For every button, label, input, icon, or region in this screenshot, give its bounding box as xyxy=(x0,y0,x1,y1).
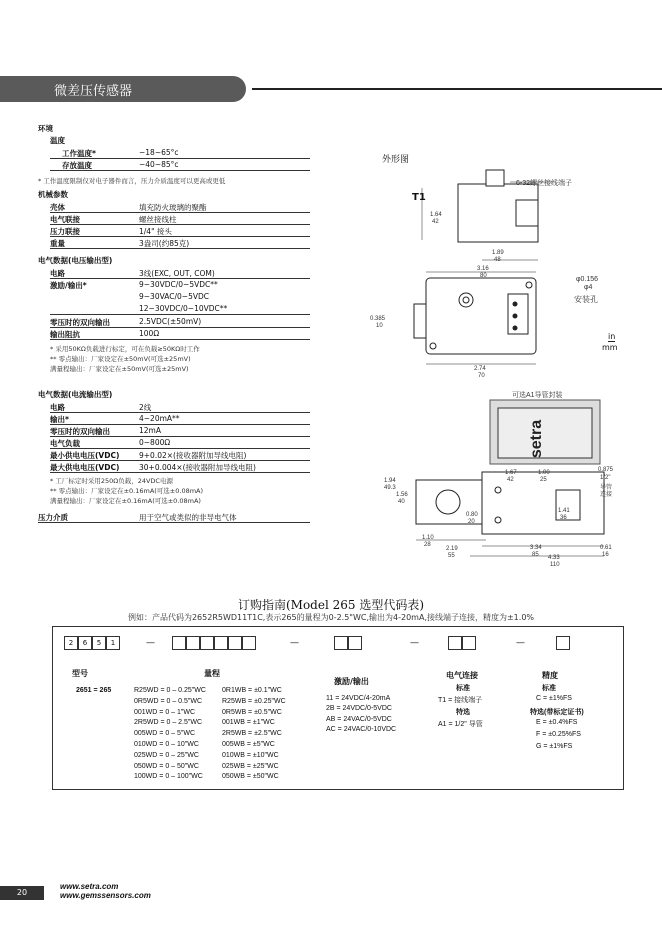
code-digit-4: 1 xyxy=(106,636,120,650)
page-number: 20 xyxy=(0,886,44,900)
list-item: 2R5WB = ±2.5"WC xyxy=(222,730,282,738)
temp-title: 温度 xyxy=(50,136,65,145)
volt-note-1: * 采用50KΩ负载进行标定，可在负载≥50KΩ时工作 xyxy=(50,345,200,353)
setra-url[interactable]: www.setra.com xyxy=(60,882,119,891)
code-separator: — xyxy=(146,638,155,648)
curr-row: 电气负载 0~800Ω xyxy=(50,438,310,449)
list-item: 11 = 24VDC/4-20mA xyxy=(326,695,391,702)
acc-standard: 标准 xyxy=(542,685,556,692)
curr-row: 电路 2线 xyxy=(50,402,310,413)
order-example: 例如：产品代码为2652R5WD11T1C,表示265的量程为0-2.5"WC,输出为4-20mA,接线端子连接，精度为±1.0% xyxy=(127,613,535,622)
dim-label: 3.16 xyxy=(477,266,489,272)
front-terminal xyxy=(508,294,528,334)
op-temp-row: 工作温度* −18~65°c xyxy=(50,148,310,159)
dim-label: 1.41 xyxy=(558,508,570,514)
pressure-port xyxy=(486,170,504,186)
list-item: R25WD = 0 – 0.25"WC xyxy=(134,687,206,694)
setra-logo: setra xyxy=(528,419,546,459)
volt-zero-row: 零压时的双向输出 2.5VDC(±50mV) xyxy=(50,317,310,328)
range-heading: 量程 xyxy=(204,669,220,678)
range-slot xyxy=(242,636,256,650)
dim-label: 1.64 xyxy=(430,212,442,218)
list-item: 025WB = ±25"WC xyxy=(222,762,279,770)
range-slot xyxy=(200,636,214,650)
conn-slot xyxy=(448,636,462,650)
list-item: 2B = 24VDC/0-5VDC xyxy=(326,705,392,713)
volt-note-2: ** 零点输出：厂家设定在±50mV(可选±25mV) xyxy=(50,355,191,363)
dim-label: 0.80 xyxy=(466,512,478,518)
curr-row: 输出* 4~20mA** xyxy=(50,414,310,425)
dim-label: 40 xyxy=(398,499,405,505)
mech-title: 机械参数 xyxy=(38,190,68,199)
dim-label: 42 xyxy=(507,477,514,483)
dim-label: 0.385 xyxy=(370,316,386,322)
volt-exc-row-3: 12−30VDC/0−10VDC** xyxy=(50,304,310,315)
a1-label: 可选A1导管封装 xyxy=(512,392,563,399)
dim-label: 2.19 xyxy=(446,546,458,552)
conn-t1: T1 = 接线端子 xyxy=(438,697,483,704)
code-separator: — xyxy=(290,638,299,648)
list-item: 010WD = 0 – 10"WC xyxy=(134,740,199,748)
dim-label: 连接 xyxy=(600,492,613,498)
dim-label: 0.875 xyxy=(598,467,614,473)
code-digit-2: 6 xyxy=(78,636,92,650)
curr-note-3: 满量程输出：厂家设定在±0.16mA(可选±0.08mA) xyxy=(50,497,201,505)
env-title: 环境 xyxy=(38,124,53,133)
hole-dia-in: φ0.156 xyxy=(576,276,599,283)
media-row: 压力介质 用于空气或类似的非导电气体 xyxy=(38,512,310,523)
acc-optional: 特选(带标定证书) xyxy=(530,709,584,716)
acc-g: G = ±1%FS xyxy=(536,743,573,750)
volt-note-3: 满量程输出：厂家设定在±50mV(可选±25mV) xyxy=(50,365,189,373)
gems-url[interactable]: www.gemssensors.com xyxy=(60,891,151,900)
conn-slot xyxy=(462,636,476,650)
volt-exc-row-2: 9−30VAC/0−5VDC xyxy=(139,292,209,301)
dim-label: 1.67 xyxy=(505,470,517,476)
unit-mm: mm xyxy=(602,343,618,352)
dim-label: 25 xyxy=(540,477,547,483)
unit-in: in xyxy=(608,332,616,341)
dim-label: 42 xyxy=(432,219,439,225)
dim-label: 1.94 xyxy=(384,478,396,484)
range-slot xyxy=(228,636,242,650)
volt-circuit-row: 电路 3线(EXC, OUT, COM) xyxy=(50,268,310,279)
dim-label: 1.00 xyxy=(538,470,550,476)
curr-row: 零压时的双向输出 12mA xyxy=(50,426,310,437)
terminal-block xyxy=(516,200,538,226)
dim-label: 10 xyxy=(376,323,383,329)
list-item: 0R1WB = ±0.1"WC xyxy=(222,687,282,694)
dim-label: 70 xyxy=(478,373,485,379)
list-item: 0R5WD = 0 – 0.5"WC xyxy=(134,697,203,705)
storage-temp-row: 存放温度 −40~85°c xyxy=(50,160,310,171)
dim-label: 85 xyxy=(532,552,539,558)
range-slot xyxy=(214,636,228,650)
dim-label: 49.3 xyxy=(384,485,396,491)
list-item: 025WD = 0 – 25"WC xyxy=(134,751,199,759)
outline-drawing xyxy=(370,160,650,580)
drawing-title: 外形图 xyxy=(382,155,410,165)
acc-e: E = ±0.4%FS xyxy=(536,719,578,726)
hole-dia-mm: φ4 xyxy=(584,284,593,291)
conn-a1: A1 = 1/2" 导管 xyxy=(438,721,483,728)
dim-label: 16 xyxy=(602,552,609,558)
code-digit-3: 5 xyxy=(92,636,106,650)
mech-row: 压力联接 1/4" 接头 xyxy=(50,226,310,237)
order-guide-title: 订购指南(Model 265 选型代码表) xyxy=(237,598,425,612)
mech-row: 电气联接 螺丝接线柱 xyxy=(50,214,310,225)
model-heading: 型号 xyxy=(72,669,88,678)
dim-label: 36 xyxy=(560,515,567,521)
header-rule xyxy=(252,88,662,90)
conn-standard: 标准 xyxy=(456,685,470,692)
list-item: 0R5WB = ±0.5"WC xyxy=(222,708,282,716)
mech-row: 壳体 填充防火玻璃的聚酯 xyxy=(50,202,310,213)
range-slot xyxy=(172,636,186,650)
dim-label: 1.89 xyxy=(492,250,504,256)
list-item: AB = 24VAC/0-5VDC xyxy=(326,715,392,723)
accuracy-heading: 精度 xyxy=(542,671,558,680)
curr-note-1: * 工厂标定时采用250Ω负载，24VDC电源 xyxy=(50,477,173,485)
range-list-d xyxy=(134,686,206,783)
list-item: 050WB = ±50"WC xyxy=(222,773,279,781)
mounting-hole-label: 安装孔 xyxy=(574,295,598,304)
dim-label: 1/2" xyxy=(600,475,611,481)
t1-label: T1 xyxy=(412,192,426,203)
excitation-heading: 激励/输出 xyxy=(334,677,369,686)
dim-label: 80 xyxy=(480,273,487,279)
list-item: 100WD = 0 – 100"WC xyxy=(134,773,203,781)
dim-label: 3.34 xyxy=(530,545,542,551)
dim-label: 55 xyxy=(448,553,455,559)
dim-label: 28 xyxy=(424,542,431,548)
volt-title: 电气数据(电压输出型) xyxy=(38,256,113,265)
list-item: 005WB = ±5"WC xyxy=(222,740,275,748)
dim-label: 48 xyxy=(494,257,501,263)
exc-slot xyxy=(348,636,362,650)
conn-optional: 特选 xyxy=(456,709,470,716)
acc-f: F = ±0.25%FS xyxy=(536,731,581,738)
list-item: 050WD = 0 – 50"WC xyxy=(134,762,199,770)
curr-title: 电气数据(电流输出型) xyxy=(38,390,113,399)
exc-slot xyxy=(334,636,348,650)
excitation-list xyxy=(326,694,396,736)
range-list-b xyxy=(222,686,286,783)
dim-label: 1.56 xyxy=(396,492,408,498)
acc-slot xyxy=(556,636,570,650)
range-slot xyxy=(186,636,200,650)
env-note: * 工作温度限制仅对电子器件而言，压力介质温度可以更高或更低 xyxy=(38,177,226,185)
list-item: 010WB = ±10"WC xyxy=(222,751,279,759)
code-digit-1: 2 xyxy=(64,636,78,650)
code-separator: — xyxy=(516,638,525,648)
volt-imp-row: 输出阻抗 100Ω xyxy=(50,329,310,340)
dim-label: 4.33 xyxy=(548,555,560,561)
acc-c: C = ±1%FS xyxy=(536,695,572,702)
list-item: 001WB = ±1"WC xyxy=(222,719,275,727)
list-item: 005WD = 0 – 5"WC xyxy=(134,730,196,738)
dim-label: 0.61 xyxy=(600,545,612,551)
dim-label: 导管 xyxy=(600,485,613,491)
list-item: AC = 24VAC/0-10VDC xyxy=(326,726,397,734)
terminal-callout: 6-32螺丝接线端子 xyxy=(516,180,573,187)
list-item: 001WD = 0 – 1"WC xyxy=(134,708,196,716)
list-item: R25WB = ±0.25"WC xyxy=(222,697,286,705)
section-title: 微差压传感器 xyxy=(54,84,133,99)
dim-label: 2.74 xyxy=(474,366,486,372)
volt-exc-row: 激励/输出* 9−30VDC/0−5VDC** xyxy=(50,280,218,290)
curr-row: 最小供电电压(VDC) 9+0.02×(接收器附加导线电阻) xyxy=(50,450,310,461)
curr-note-2: ** 零点输出：厂家设定在±0.16mA(可选±0.08mA) xyxy=(50,487,204,495)
mech-row: 重量 3盎司(约85克) xyxy=(50,238,310,249)
code-separator: — xyxy=(410,638,419,648)
dim-label: 20 xyxy=(468,519,475,525)
model-value: 2651 = 265 xyxy=(76,687,112,694)
dim-label: 110 xyxy=(550,562,560,568)
list-item: 2R5WD = 0 – 2.5"WC xyxy=(134,719,203,727)
connection-heading: 电气连接 xyxy=(446,671,478,680)
curr-row: 最大供电电压(VDC) 30+0.004×(接收器附加导线电阻) xyxy=(50,462,310,473)
dim-label: 1.10 xyxy=(422,535,434,541)
